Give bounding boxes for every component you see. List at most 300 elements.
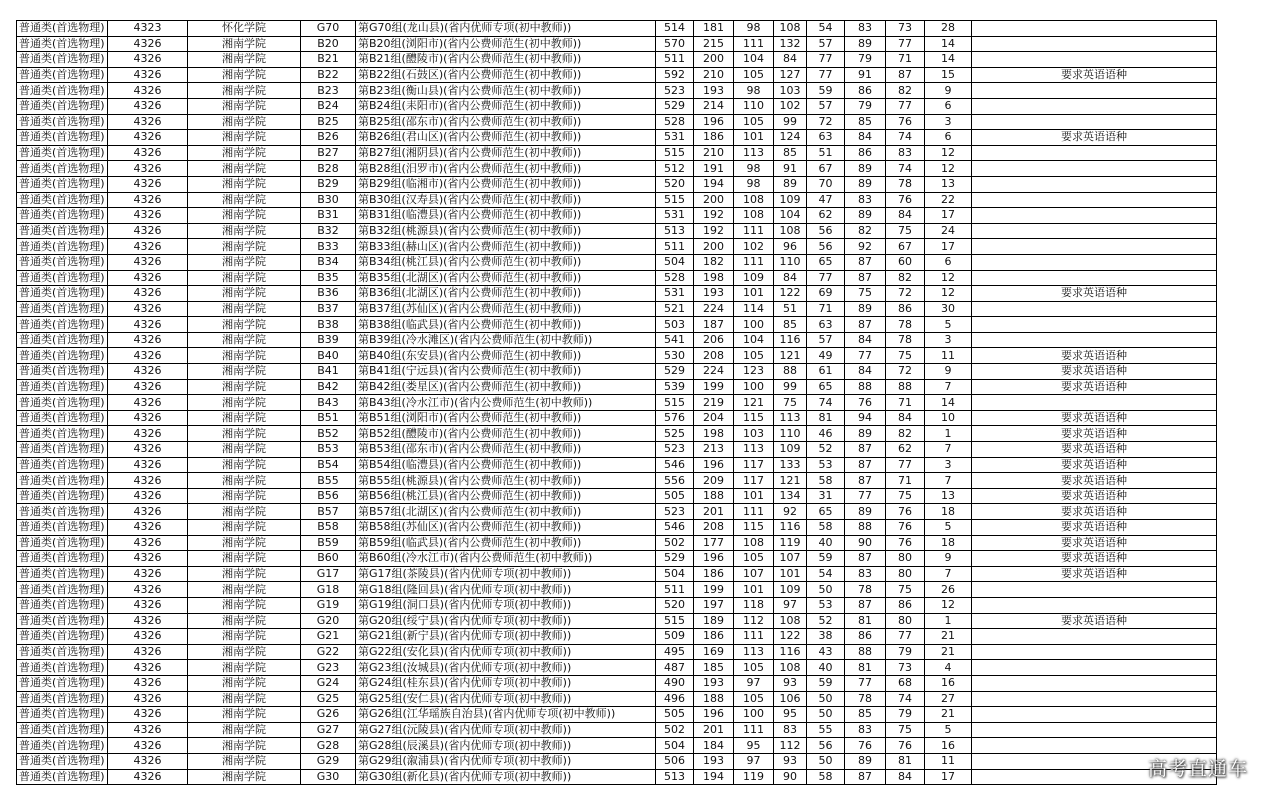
cell-score-total: 528 bbox=[656, 114, 694, 130]
cell-remark bbox=[972, 145, 1217, 161]
cell-score-total: 495 bbox=[656, 644, 694, 660]
cell-score-e: 79 bbox=[845, 52, 886, 68]
cell-count: 21 bbox=[925, 629, 972, 645]
cell-count: 12 bbox=[925, 161, 972, 177]
cell-group-code: B20 bbox=[301, 36, 356, 52]
cell-score-c: 127 bbox=[774, 67, 807, 83]
cell-score-e: 92 bbox=[845, 239, 886, 255]
cell-score-f: 75 bbox=[886, 582, 925, 598]
cell-score-f: 60 bbox=[886, 254, 925, 270]
cell-remark: 要求英语语种 bbox=[972, 566, 1217, 582]
cell-remark bbox=[972, 254, 1217, 270]
cell-school: 湘南学院 bbox=[188, 629, 301, 645]
cell-group-code: B36 bbox=[301, 286, 356, 302]
cell-remark bbox=[972, 176, 1217, 192]
cell-code: 4326 bbox=[108, 535, 188, 551]
cell-code: 4326 bbox=[108, 395, 188, 411]
cell-score-total: 576 bbox=[656, 410, 694, 426]
cell-remark: 要求英语语种 bbox=[972, 473, 1217, 489]
cell-code: 4326 bbox=[108, 644, 188, 660]
cell-count: 18 bbox=[925, 535, 972, 551]
cell-score-total: 521 bbox=[656, 301, 694, 317]
cell-score-chinese-math-a: 201 bbox=[694, 722, 734, 738]
cell-category: 普通类(首选物理) bbox=[17, 192, 108, 208]
cell-school: 湘南学院 bbox=[188, 332, 301, 348]
table-row bbox=[17, 520, 1217, 536]
cell-category: 普通类(首选物理) bbox=[17, 223, 108, 239]
cell-remark bbox=[972, 208, 1217, 224]
cell-score-chinese-math-a: 209 bbox=[694, 473, 734, 489]
cell-group-code: B34 bbox=[301, 254, 356, 270]
cell-category: 普通类(首选物理) bbox=[17, 629, 108, 645]
cell-score-chinese-math-a: 186 bbox=[694, 130, 734, 146]
cell-category: 普通类(首选物理) bbox=[17, 566, 108, 582]
cell-score-e: 88 bbox=[845, 379, 886, 395]
cell-score-c: 116 bbox=[774, 644, 807, 660]
cell-code: 4326 bbox=[108, 597, 188, 613]
cell-group-name: 第B36组(北湖区)(省内公费师范生(初中教师)) bbox=[356, 286, 656, 302]
cell-remark bbox=[972, 707, 1217, 723]
cell-category: 普通类(首选物理) bbox=[17, 21, 108, 37]
cell-school: 湘南学院 bbox=[188, 660, 301, 676]
cell-code: 4326 bbox=[108, 488, 188, 504]
cell-score-total: 490 bbox=[656, 675, 694, 691]
cell-remark: 要求英语语种 bbox=[972, 488, 1217, 504]
cell-code: 4326 bbox=[108, 691, 188, 707]
cell-code: 4326 bbox=[108, 332, 188, 348]
cell-score-e: 83 bbox=[845, 192, 886, 208]
cell-score-b: 111 bbox=[734, 504, 774, 520]
cell-score-chinese-math-a: 193 bbox=[694, 753, 734, 769]
cell-category: 普通类(首选物理) bbox=[17, 504, 108, 520]
cell-count: 7 bbox=[925, 473, 972, 489]
cell-score-f: 88 bbox=[886, 379, 925, 395]
cell-school: 湘南学院 bbox=[188, 473, 301, 489]
cell-category: 普通类(首选物理) bbox=[17, 270, 108, 286]
cell-score-total: 592 bbox=[656, 67, 694, 83]
table-row bbox=[17, 52, 1217, 68]
cell-score-d: 38 bbox=[807, 629, 845, 645]
cell-group-code: B38 bbox=[301, 317, 356, 333]
cell-score-c: 122 bbox=[774, 286, 807, 302]
cell-remark: 要求英语语种 bbox=[972, 379, 1217, 395]
table-row bbox=[17, 566, 1217, 582]
cell-score-chinese-math-a: 210 bbox=[694, 67, 734, 83]
cell-score-total: 514 bbox=[656, 21, 694, 37]
cell-score-e: 88 bbox=[845, 644, 886, 660]
cell-remark bbox=[972, 114, 1217, 130]
table-row bbox=[17, 442, 1217, 458]
cell-score-chinese-math-a: 214 bbox=[694, 98, 734, 114]
cell-score-f: 76 bbox=[886, 535, 925, 551]
cell-score-d: 58 bbox=[807, 520, 845, 536]
cell-score-total: 529 bbox=[656, 551, 694, 567]
cell-school: 湘南学院 bbox=[188, 161, 301, 177]
cell-school: 湘南学院 bbox=[188, 488, 301, 504]
cell-school: 湘南学院 bbox=[188, 613, 301, 629]
cell-score-f: 75 bbox=[886, 348, 925, 364]
cell-remark bbox=[972, 270, 1217, 286]
cell-score-total: 556 bbox=[656, 473, 694, 489]
cell-score-f: 75 bbox=[886, 488, 925, 504]
cell-score-b: 115 bbox=[734, 410, 774, 426]
cell-remark bbox=[972, 161, 1217, 177]
cell-group-code: G29 bbox=[301, 753, 356, 769]
cell-group-code: B53 bbox=[301, 442, 356, 458]
cell-score-e: 89 bbox=[845, 161, 886, 177]
cell-group-code: B29 bbox=[301, 176, 356, 192]
cell-school: 湘南学院 bbox=[188, 644, 301, 660]
cell-code: 4326 bbox=[108, 364, 188, 380]
cell-code: 4326 bbox=[108, 520, 188, 536]
cell-score-c: 134 bbox=[774, 488, 807, 504]
cell-group-code: B54 bbox=[301, 457, 356, 473]
cell-score-b: 97 bbox=[734, 753, 774, 769]
cell-code: 4326 bbox=[108, 239, 188, 255]
cell-score-total: 511 bbox=[656, 52, 694, 68]
cell-count: 13 bbox=[925, 488, 972, 504]
cell-score-f: 74 bbox=[886, 161, 925, 177]
cell-score-c: 85 bbox=[774, 317, 807, 333]
cell-school: 湘南学院 bbox=[188, 753, 301, 769]
cell-count: 7 bbox=[925, 379, 972, 395]
cell-score-f: 78 bbox=[886, 176, 925, 192]
cell-score-chinese-math-a: 194 bbox=[694, 769, 734, 785]
cell-score-e: 77 bbox=[845, 675, 886, 691]
cell-code: 4326 bbox=[108, 551, 188, 567]
cell-score-total: 520 bbox=[656, 597, 694, 613]
cell-code: 4326 bbox=[108, 130, 188, 146]
cell-score-chinese-math-a: 208 bbox=[694, 520, 734, 536]
cell-code: 4326 bbox=[108, 582, 188, 598]
cell-group-name: 第B59组(临武县)(省内公费师范生(初中教师)) bbox=[356, 535, 656, 551]
cell-score-b: 113 bbox=[734, 145, 774, 161]
cell-score-chinese-math-a: 192 bbox=[694, 208, 734, 224]
cell-category: 普通类(首选物理) bbox=[17, 67, 108, 83]
table-row bbox=[17, 192, 1217, 208]
cell-score-total: 539 bbox=[656, 379, 694, 395]
cell-code: 4326 bbox=[108, 660, 188, 676]
cell-score-chinese-math-a: 185 bbox=[694, 660, 734, 676]
cell-group-name: 第B30组(汉寿县)(省内公费师范生(初中教师)) bbox=[356, 192, 656, 208]
cell-school: 湘南学院 bbox=[188, 192, 301, 208]
table-body bbox=[17, 21, 1217, 785]
cell-category: 普通类(首选物理) bbox=[17, 83, 108, 99]
cell-score-c: 101 bbox=[774, 566, 807, 582]
cell-group-name: 第B33组(赫山区)(省内公费师范生(初中教师)) bbox=[356, 239, 656, 255]
cell-score-total: 528 bbox=[656, 270, 694, 286]
cell-score-e: 76 bbox=[845, 395, 886, 411]
cell-remark: 要求英语语种 bbox=[972, 535, 1217, 551]
cell-group-name: 第B43组(冷水江市)(省内公费师范生(初中教师)) bbox=[356, 395, 656, 411]
cell-group-name: 第B21组(醴陵市)(省内公费师范生(初中教师)) bbox=[356, 52, 656, 68]
cell-score-f: 74 bbox=[886, 691, 925, 707]
cell-code: 4326 bbox=[108, 442, 188, 458]
cell-score-e: 87 bbox=[845, 769, 886, 785]
cell-score-chinese-math-a: 194 bbox=[694, 176, 734, 192]
table-row bbox=[17, 660, 1217, 676]
cell-school: 湘南学院 bbox=[188, 114, 301, 130]
cell-score-f: 73 bbox=[886, 21, 925, 37]
cell-count: 14 bbox=[925, 36, 972, 52]
cell-group-code: G23 bbox=[301, 660, 356, 676]
cell-count: 5 bbox=[925, 520, 972, 536]
cell-score-b: 101 bbox=[734, 286, 774, 302]
cell-group-name: 第B51组(浏阳市)(省内公费师范生(初中教师)) bbox=[356, 410, 656, 426]
cell-score-f: 77 bbox=[886, 98, 925, 114]
cell-remark bbox=[972, 722, 1217, 738]
cell-group-name: 第B55组(桃源县)(省内公费师范生(初中教师)) bbox=[356, 473, 656, 489]
cell-group-name: 第B32组(桃源县)(省内公费师范生(初中教师)) bbox=[356, 223, 656, 239]
cell-score-c: 121 bbox=[774, 348, 807, 364]
cell-score-b: 97 bbox=[734, 675, 774, 691]
cell-score-c: 112 bbox=[774, 738, 807, 754]
cell-score-chinese-math-a: 213 bbox=[694, 442, 734, 458]
cell-group-name: 第B53组(邵东市)(省内公费师范生(初中教师)) bbox=[356, 442, 656, 458]
cell-score-e: 77 bbox=[845, 348, 886, 364]
table-row bbox=[17, 36, 1217, 52]
cell-score-d: 46 bbox=[807, 426, 845, 442]
cell-code: 4326 bbox=[108, 410, 188, 426]
cell-score-total: 505 bbox=[656, 707, 694, 723]
table-row bbox=[17, 426, 1217, 442]
cell-count: 12 bbox=[925, 286, 972, 302]
cell-group-code: B42 bbox=[301, 379, 356, 395]
cell-remark: 要求英语语种 bbox=[972, 130, 1217, 146]
cell-group-code: B35 bbox=[301, 270, 356, 286]
cell-remark: 要求英语语种 bbox=[972, 286, 1217, 302]
cell-score-chinese-math-a: 193 bbox=[694, 675, 734, 691]
cell-score-d: 50 bbox=[807, 753, 845, 769]
cell-code: 4326 bbox=[108, 769, 188, 785]
cell-category: 普通类(首选物理) bbox=[17, 208, 108, 224]
cell-score-chinese-math-a: 204 bbox=[694, 410, 734, 426]
cell-count: 9 bbox=[925, 551, 972, 567]
cell-group-code: B56 bbox=[301, 488, 356, 504]
table-row bbox=[17, 83, 1217, 99]
cell-score-total: 529 bbox=[656, 364, 694, 380]
cell-score-total: 504 bbox=[656, 566, 694, 582]
cell-score-e: 91 bbox=[845, 67, 886, 83]
cell-remark bbox=[972, 644, 1217, 660]
cell-score-f: 82 bbox=[886, 83, 925, 99]
cell-score-c: 133 bbox=[774, 457, 807, 473]
cell-category: 普通类(首选物理) bbox=[17, 551, 108, 567]
cell-score-e: 89 bbox=[845, 208, 886, 224]
cell-remark: 要求英语语种 bbox=[972, 520, 1217, 536]
cell-score-chinese-math-a: 181 bbox=[694, 21, 734, 37]
cell-code: 4326 bbox=[108, 348, 188, 364]
cell-score-d: 57 bbox=[807, 98, 845, 114]
cell-code: 4326 bbox=[108, 286, 188, 302]
cell-school: 湘南学院 bbox=[188, 145, 301, 161]
cell-score-c: 75 bbox=[774, 395, 807, 411]
cell-school: 湘南学院 bbox=[188, 566, 301, 582]
cell-score-d: 59 bbox=[807, 551, 845, 567]
cell-score-total: 546 bbox=[656, 457, 694, 473]
cell-school: 湘南学院 bbox=[188, 551, 301, 567]
cell-count: 11 bbox=[925, 753, 972, 769]
cell-score-d: 72 bbox=[807, 114, 845, 130]
cell-score-e: 76 bbox=[845, 738, 886, 754]
table-row bbox=[17, 301, 1217, 317]
cell-group-name: 第B54组(临澧县)(省内公费师范生(初中教师)) bbox=[356, 457, 656, 473]
cell-score-b: 110 bbox=[734, 98, 774, 114]
cell-remark bbox=[972, 332, 1217, 348]
cell-score-b: 105 bbox=[734, 114, 774, 130]
cell-group-name: 第B24组(耒阳市)(省内公费师范生(初中教师)) bbox=[356, 98, 656, 114]
cell-group-name: 第B35组(北湖区)(省内公费师范生(初中教师)) bbox=[356, 270, 656, 286]
cell-category: 普通类(首选物理) bbox=[17, 597, 108, 613]
cell-school: 湘南学院 bbox=[188, 457, 301, 473]
cell-score-e: 86 bbox=[845, 145, 886, 161]
cell-score-d: 54 bbox=[807, 566, 845, 582]
cell-code: 4326 bbox=[108, 473, 188, 489]
cell-score-total: 504 bbox=[656, 738, 694, 754]
cell-score-e: 83 bbox=[845, 722, 886, 738]
cell-score-c: 108 bbox=[774, 660, 807, 676]
table-row bbox=[17, 364, 1217, 380]
cell-school: 湘南学院 bbox=[188, 286, 301, 302]
cell-school: 湘南学院 bbox=[188, 254, 301, 270]
cell-score-e: 87 bbox=[845, 317, 886, 333]
cell-score-f: 79 bbox=[886, 707, 925, 723]
cell-category: 普通类(首选物理) bbox=[17, 769, 108, 785]
cell-school: 湘南学院 bbox=[188, 223, 301, 239]
cell-remark bbox=[972, 691, 1217, 707]
table-row bbox=[17, 270, 1217, 286]
cell-score-f: 73 bbox=[886, 660, 925, 676]
cell-code: 4326 bbox=[108, 192, 188, 208]
cell-score-e: 78 bbox=[845, 691, 886, 707]
cell-group-name: 第B27组(湘阴县)(省内公费师范生(初中教师)) bbox=[356, 145, 656, 161]
table-row bbox=[17, 208, 1217, 224]
table-row bbox=[17, 691, 1217, 707]
cell-score-f: 76 bbox=[886, 520, 925, 536]
cell-school: 怀化学院 bbox=[188, 21, 301, 37]
cell-category: 普通类(首选物理) bbox=[17, 286, 108, 302]
cell-category: 普通类(首选物理) bbox=[17, 457, 108, 473]
cell-score-e: 89 bbox=[845, 301, 886, 317]
cell-score-e: 83 bbox=[845, 21, 886, 37]
cell-group-name: 第B34组(桃江县)(省内公费师范生(初中教师)) bbox=[356, 254, 656, 270]
cell-code: 4326 bbox=[108, 176, 188, 192]
cell-group-name: 第B40组(东安县)(省内公费师范生(初中教师)) bbox=[356, 348, 656, 364]
cell-school: 湘南学院 bbox=[188, 707, 301, 723]
cell-school: 湘南学院 bbox=[188, 769, 301, 785]
cell-group-name: 第B25组(邵东市)(省内公费师范生(初中教师)) bbox=[356, 114, 656, 130]
cell-count: 17 bbox=[925, 239, 972, 255]
cell-count: 1 bbox=[925, 613, 972, 629]
table-row bbox=[17, 348, 1217, 364]
cell-group-code: G17 bbox=[301, 566, 356, 582]
cell-score-total: 505 bbox=[656, 488, 694, 504]
cell-score-total: 529 bbox=[656, 98, 694, 114]
cell-remark: 要求英语语种 bbox=[972, 613, 1217, 629]
cell-category: 普通类(首选物理) bbox=[17, 98, 108, 114]
cell-count: 13 bbox=[925, 176, 972, 192]
cell-score-b: 100 bbox=[734, 379, 774, 395]
table-row bbox=[17, 67, 1217, 83]
cell-score-total: 502 bbox=[656, 535, 694, 551]
cell-score-f: 62 bbox=[886, 442, 925, 458]
cell-score-chinese-math-a: 193 bbox=[694, 286, 734, 302]
cell-score-b: 113 bbox=[734, 644, 774, 660]
cell-score-c: 110 bbox=[774, 426, 807, 442]
cell-category: 普通类(首选物理) bbox=[17, 722, 108, 738]
cell-score-d: 58 bbox=[807, 473, 845, 489]
cell-score-b: 98 bbox=[734, 161, 774, 177]
cell-score-d: 52 bbox=[807, 613, 845, 629]
cell-group-name: 第B52组(醴陵市)(省内公费师范生(初中教师)) bbox=[356, 426, 656, 442]
cell-score-c: 108 bbox=[774, 21, 807, 37]
cell-score-chinese-math-a: 186 bbox=[694, 629, 734, 645]
cell-score-d: 77 bbox=[807, 270, 845, 286]
cell-group-code: G28 bbox=[301, 738, 356, 754]
cell-score-b: 101 bbox=[734, 488, 774, 504]
cell-group-code: G27 bbox=[301, 722, 356, 738]
cell-code: 4326 bbox=[108, 426, 188, 442]
cell-score-b: 114 bbox=[734, 301, 774, 317]
cell-score-d: 57 bbox=[807, 36, 845, 52]
cell-group-code: G19 bbox=[301, 597, 356, 613]
cell-score-d: 49 bbox=[807, 348, 845, 364]
cell-school: 湘南学院 bbox=[188, 504, 301, 520]
cell-category: 普通类(首选物理) bbox=[17, 535, 108, 551]
cell-remark bbox=[972, 738, 1217, 754]
cell-category: 普通类(首选物理) bbox=[17, 254, 108, 270]
table-row bbox=[17, 644, 1217, 660]
cell-count: 21 bbox=[925, 707, 972, 723]
cell-score-f: 76 bbox=[886, 114, 925, 130]
cell-count: 26 bbox=[925, 582, 972, 598]
cell-score-total: 487 bbox=[656, 660, 694, 676]
cell-score-c: 99 bbox=[774, 379, 807, 395]
table-row bbox=[17, 582, 1217, 598]
cell-school: 湘南学院 bbox=[188, 691, 301, 707]
table-row bbox=[17, 317, 1217, 333]
cell-group-name: 第G20组(绥宁县)(省内优师专项(初中教师)) bbox=[356, 613, 656, 629]
cell-score-d: 56 bbox=[807, 239, 845, 255]
cell-score-c: 106 bbox=[774, 691, 807, 707]
cell-category: 普通类(首选物理) bbox=[17, 176, 108, 192]
cell-score-e: 90 bbox=[845, 535, 886, 551]
cell-category: 普通类(首选物理) bbox=[17, 582, 108, 598]
cell-group-name: 第G70组(龙山县)(省内优师专项(初中教师)) bbox=[356, 21, 656, 37]
cell-remark bbox=[972, 21, 1217, 37]
cell-remark bbox=[972, 98, 1217, 114]
cell-group-name: 第B20组(浏阳市)(省内公费师范生(初中教师)) bbox=[356, 36, 656, 52]
cell-score-f: 77 bbox=[886, 36, 925, 52]
table-row bbox=[17, 457, 1217, 473]
cell-score-f: 86 bbox=[886, 301, 925, 317]
cell-score-e: 86 bbox=[845, 83, 886, 99]
cell-count: 24 bbox=[925, 223, 972, 239]
cell-score-total: 531 bbox=[656, 208, 694, 224]
cell-code: 4326 bbox=[108, 83, 188, 99]
cell-group-code: B26 bbox=[301, 130, 356, 146]
cell-score-e: 89 bbox=[845, 36, 886, 52]
cell-score-b: 111 bbox=[734, 629, 774, 645]
cell-category: 普通类(首选物理) bbox=[17, 473, 108, 489]
cell-remark: 要求英语语种 bbox=[972, 457, 1217, 473]
cell-count: 1 bbox=[925, 426, 972, 442]
cell-score-e: 81 bbox=[845, 660, 886, 676]
cell-score-b: 105 bbox=[734, 348, 774, 364]
cell-score-total: 530 bbox=[656, 348, 694, 364]
cell-school: 湘南学院 bbox=[188, 52, 301, 68]
cell-score-e: 88 bbox=[845, 520, 886, 536]
